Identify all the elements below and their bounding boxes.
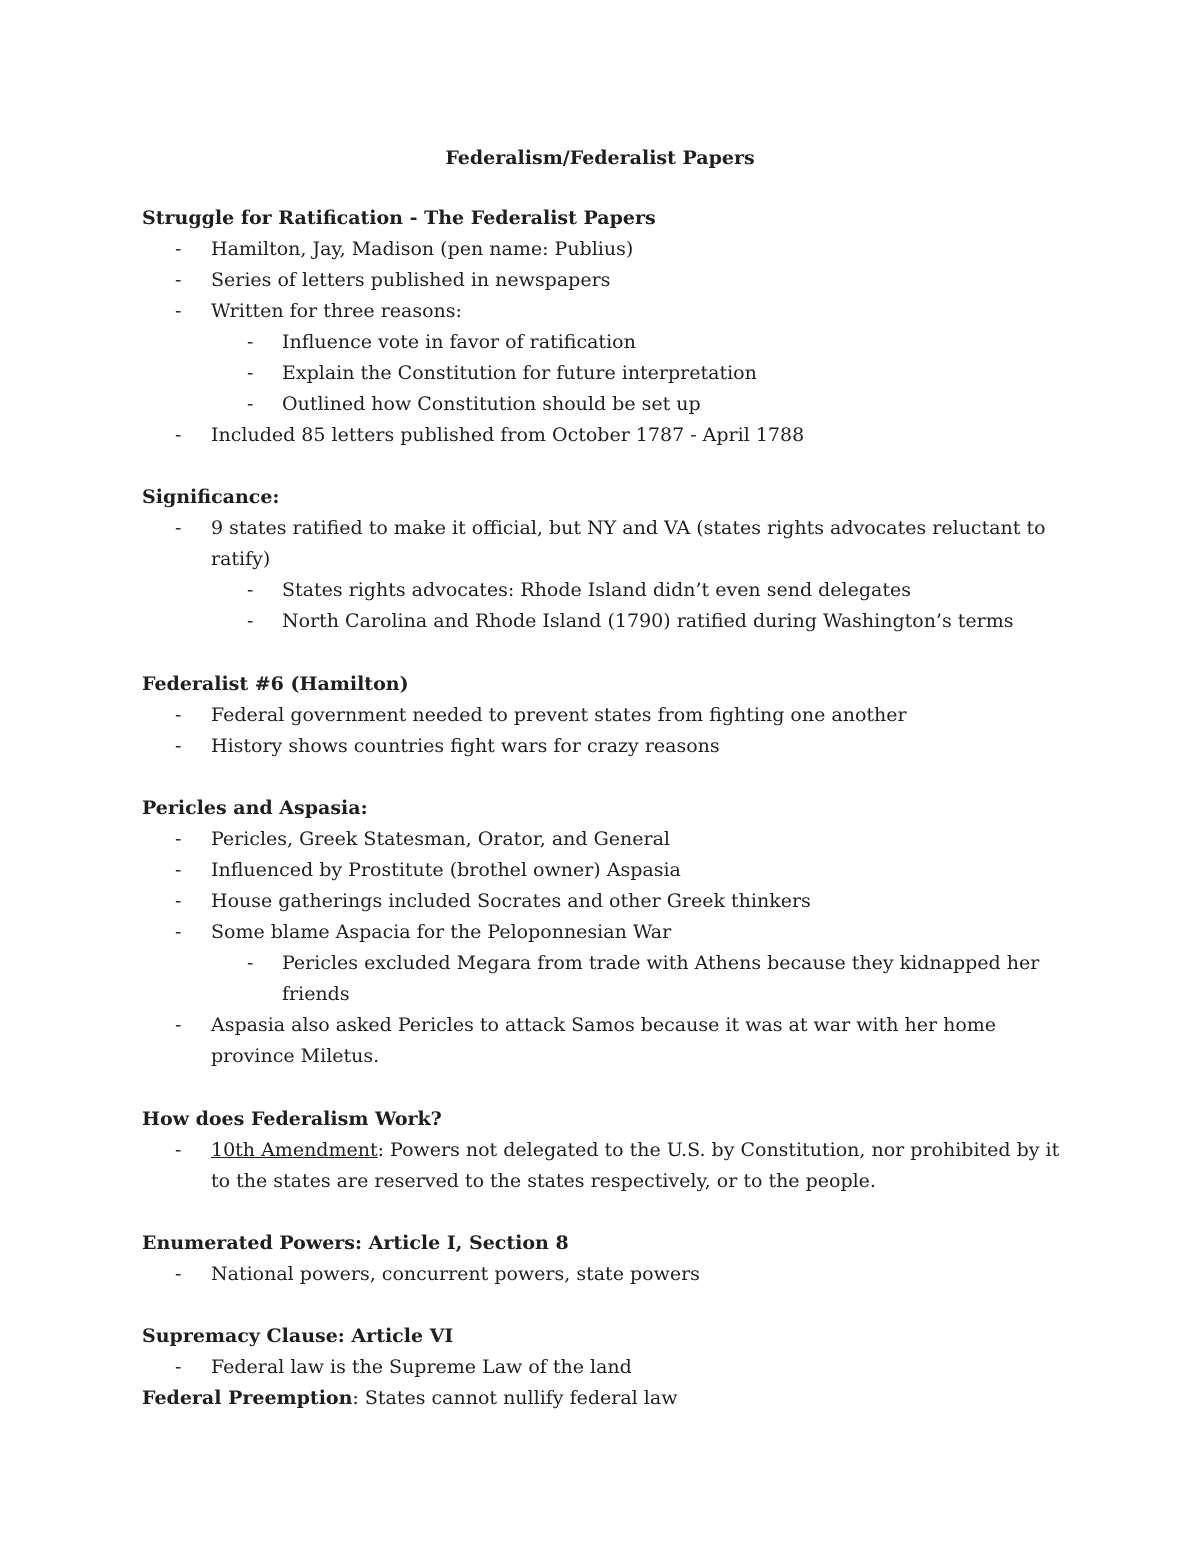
list-item xyxy=(0,732,1200,760)
section-heading-ratification: Struggle for Ratification - The Federalist Papers xyxy=(142,207,656,229)
bullet-dash: - xyxy=(247,579,254,601)
section-heading-federalist-6: Federalist #6 (Hamilton) xyxy=(142,673,409,695)
section-heading-pericles: Pericles and Aspasia: xyxy=(142,797,368,819)
bullet-dash: - xyxy=(175,890,182,912)
definition-text: : States cannot nullify federal law xyxy=(352,1387,678,1409)
bullet-dash: - xyxy=(175,1356,182,1378)
sub-list-item xyxy=(0,359,1200,387)
bullet-dash: - xyxy=(175,828,182,850)
bullet-dash: - xyxy=(175,238,182,260)
list-item-text: 9 states ratified to make it official, but NY and VA (states rights advocates reluctant to xyxy=(211,517,1046,539)
list-item-text: Federal law is the Supreme Law of the land xyxy=(211,1356,632,1378)
sub-list-item xyxy=(0,328,1200,356)
list-item xyxy=(0,235,1200,263)
list-item xyxy=(0,1260,1200,1288)
list-item-text: History shows countries fight wars for crazy reasons xyxy=(211,735,720,757)
list-item-text xyxy=(211,1136,1059,1164)
definition-text: : Powers not delegated to the U.S. by Constitution, nor prohibited by it xyxy=(377,1139,1060,1161)
list-item xyxy=(0,1011,1200,1039)
sub-list-item xyxy=(0,607,1200,635)
bullet-dash: - xyxy=(175,517,182,539)
list-item xyxy=(0,297,1200,325)
list-item xyxy=(0,266,1200,294)
term-federal-preemption: Federal Preemption xyxy=(142,1387,353,1409)
list-item xyxy=(0,1353,1200,1381)
bullet-dash: - xyxy=(175,921,182,943)
bullet-dash: - xyxy=(175,735,182,757)
list-item xyxy=(0,856,1200,884)
list-item-text: Influence vote in favor of ratification xyxy=(282,331,636,353)
list-item xyxy=(0,514,1200,542)
list-item-text: Pericles excluded Megara from trade with Athens because they kidnapped her xyxy=(282,952,1040,974)
list-item-text: Series of letters published in newspapers xyxy=(211,269,611,291)
list-item-text: House gatherings included Socrates and other Greek thinkers xyxy=(211,890,811,912)
list-item-text: States rights advocates: Rhode Island didn’t even send delegates xyxy=(282,579,911,601)
sub-list-item xyxy=(0,390,1200,418)
list-item-continuation: ratify) xyxy=(211,548,271,570)
list-item-text: Written for three reasons: xyxy=(211,300,462,322)
list-item-text: Aspasia also asked Pericles to attack Samos because it was at war with her home xyxy=(211,1014,997,1036)
list-item xyxy=(0,918,1200,946)
section-heading-supremacy-clause: Supremacy Clause: Article VI xyxy=(142,1325,454,1347)
list-item-text: National powers, concurrent powers, state powers xyxy=(211,1263,700,1285)
section-heading-enumerated-powers: Enumerated Powers: Article I, Section 8 xyxy=(142,1232,569,1254)
bullet-dash: - xyxy=(247,952,254,974)
sub-list-item xyxy=(0,576,1200,604)
federal-preemption-line xyxy=(142,1384,677,1412)
bullet-dash: - xyxy=(247,362,254,384)
list-item-text: Hamilton, Jay, Madison (pen name: Publius) xyxy=(211,238,634,260)
section-heading-significance: Significance: xyxy=(142,486,280,508)
list-item xyxy=(0,887,1200,915)
section-heading-how-federalism-works: How does Federalism Work? xyxy=(142,1108,442,1130)
document-title: Federalism/Federalist Papers xyxy=(445,147,755,169)
list-item xyxy=(0,701,1200,729)
bullet-dash: - xyxy=(175,859,182,881)
list-item-text: Outlined how Constitution should be set up xyxy=(282,393,701,415)
list-item-text: Included 85 letters published from October 1787 - April 1788 xyxy=(211,424,805,446)
list-item-text: Influenced by Prostitute (brothel owner) Aspasia xyxy=(211,859,681,881)
bullet-dash: - xyxy=(175,269,182,291)
bullet-dash: - xyxy=(247,331,254,353)
list-item-text: Some blame Aspacia for the Peloponnesian War xyxy=(211,921,672,943)
term-10th-amendment: 10th Amendment xyxy=(211,1139,378,1161)
list-item-continuation: to the states are reserved to the states respectively, or to the people. xyxy=(211,1170,876,1192)
list-item-continuation: friends xyxy=(282,983,350,1005)
list-item xyxy=(0,1136,1200,1164)
list-item xyxy=(0,421,1200,449)
bullet-dash: - xyxy=(175,424,182,446)
bullet-dash: - xyxy=(175,1014,182,1036)
bullet-dash: - xyxy=(175,1263,182,1285)
sub-list-item xyxy=(0,949,1200,977)
list-item-text: North Carolina and Rhode Island (1790) ratified during Washington’s terms xyxy=(282,610,1014,632)
bullet-dash: - xyxy=(175,1139,182,1161)
bullet-dash: - xyxy=(247,610,254,632)
list-item-text: Pericles, Greek Statesman, Orator, and General xyxy=(211,828,670,850)
bullet-dash: - xyxy=(175,300,182,322)
bullet-dash: - xyxy=(175,704,182,726)
list-item xyxy=(0,825,1200,853)
list-item-text: Federal government needed to prevent states from fighting one another xyxy=(211,704,907,726)
list-item-continuation: province Miletus. xyxy=(211,1045,380,1067)
bullet-dash: - xyxy=(247,393,254,415)
list-item-text: Explain the Constitution for future interpretation xyxy=(282,362,757,384)
